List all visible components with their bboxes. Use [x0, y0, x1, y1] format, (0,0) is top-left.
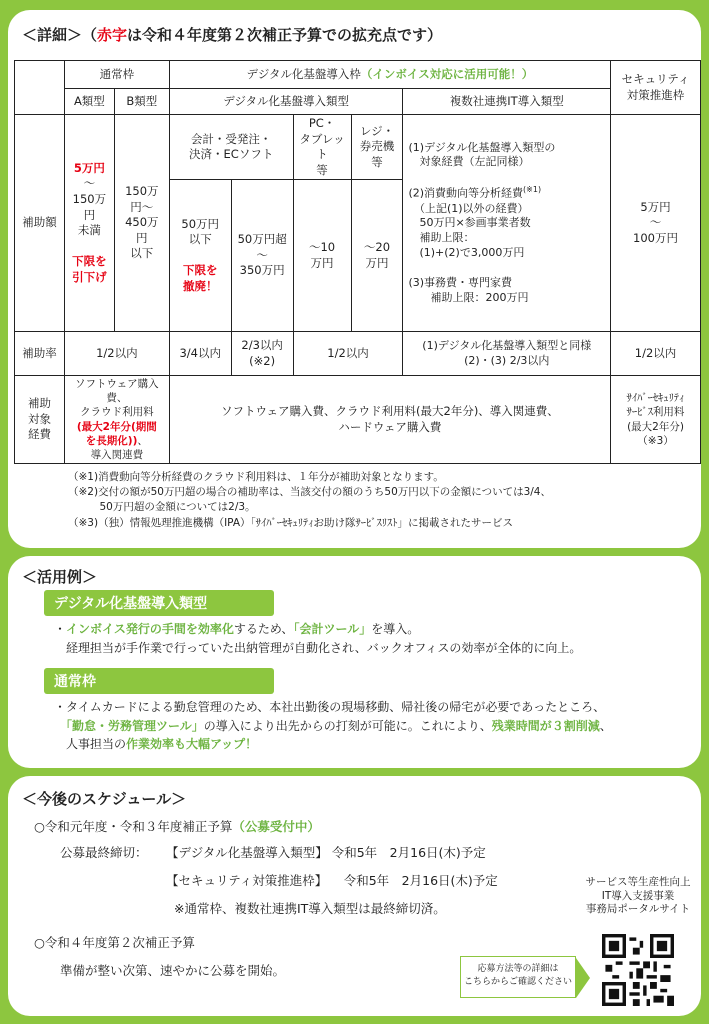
portal-label: サービス等生産性向上 IT導入支援事業 事務局ポータルサイト	[585, 876, 691, 916]
b-amount-cell: 150万 円～ 450万 円 以下	[114, 115, 169, 332]
detail-card	[8, 10, 701, 548]
header-tsujo: 通常枠	[64, 61, 169, 89]
header-digital-type: デジタル化基盤導入類型	[169, 89, 403, 115]
d1-rate-cell: 3/4以内	[169, 332, 231, 376]
usage-digital-text	[54, 620, 581, 657]
header-digital	[169, 61, 610, 89]
tsujo-rate-cell: 1/2以内	[64, 332, 169, 376]
usage-digital-t6: 経理担当が手作業で行っていた出納管理が自動化され、バックオフィスの効率が全体的に向上。	[54, 640, 582, 655]
usage-tsujo-t4: 残業時間が３割削減	[491, 718, 600, 733]
detail-callout: 応募方法等の詳細は こちらからご確認ください	[460, 956, 576, 998]
a-amount-cell	[64, 115, 114, 332]
schedule-deadline-label: 公募最終締切：	[60, 845, 148, 860]
multi-amount-2b: （上記(1)以外の経費） 50万円×参画事業者数 補助上限： (1)+(2)で3,000万円	[419, 201, 531, 260]
schedule-item2-text: 準備が整い次第、速やかに公募を開始。	[60, 963, 286, 978]
usage-tsujo-t5: 、	[599, 718, 612, 733]
usage-tsujo-t1: ・タイムカードによる勤怠管理のため、本社出勤後の現場移動、帰社後の帰宅が必要であったところ、	[54, 700, 606, 714]
multi-amount-3: (3)事務費・専門家費 補助上限：200万円	[408, 275, 529, 304]
sec-amount-cell: 5万円 ～ 100万円	[611, 115, 701, 332]
hw-rate-cell: 1/2以内	[293, 332, 403, 376]
d2-amount-cell: 50万円超 ～ 350万円	[231, 180, 293, 332]
a-amount-range: ～ 150万 円 未満	[72, 176, 107, 238]
usage-tsujo-t3: の導入により出先からの打刻が可能に。これにより、	[203, 718, 492, 733]
header-digital-note: （インボイス対応に活用可能！）	[360, 66, 534, 81]
tsujo-cost-2: 、 導入関連費	[90, 434, 148, 461]
schedule-deadline-2: 【セキュリティ対策推進枠】 令和5年 2月16日(木)予定	[166, 873, 498, 888]
qr-code-icon[interactable]	[602, 934, 674, 1006]
schedule-item1-status: （公募受付中）	[232, 819, 320, 834]
d1-amount-cell	[169, 180, 231, 332]
header-multi-type: 複数社連携IT導入類型	[403, 89, 611, 115]
digital-cost-cell: ソフトウェア購入費、クラウド利用料(最大2年分)、導入関連費、 ハードウェア購入費	[169, 376, 610, 464]
schedule-item1	[34, 818, 320, 836]
a-amount-note: 下限を 引下げ	[72, 254, 107, 284]
note-3: （※3)（独）情報処理推進機構（IPA）「ｻｲﾊﾞｰｾｷｭﾘﾃｨお助け隊ｻｰﾋﾞｽﾘｽﾄ」に掲載されたサービス	[68, 516, 514, 529]
sub-header-kaikei: 会計・受発注・ 決済・ECソフト	[169, 115, 293, 180]
usage-tsujo-t2: 「勤怠・労務管理ツール」	[54, 718, 204, 733]
schedule-closed-note: ※通常枠、複数社連携IT導入類型は最終締切済。	[174, 901, 446, 916]
tsujo-cost-1: ソフトウェア購入費、 クラウド利用料	[75, 378, 159, 419]
multi-rate-cell: (1)デジタル化基盤導入類型と同様 (2)・(3) 2/3以内	[403, 332, 611, 376]
multi-amount-cell	[403, 115, 611, 332]
sub-header-reji: レジ・ 券売機 等	[351, 115, 403, 180]
note-2b: 50万円超の金額については2/3。	[68, 501, 256, 514]
usage-tsujo-text	[54, 698, 612, 754]
schedule-card	[8, 776, 701, 1016]
tsujo-cost-red: (最大2年分(期間 を長期化))	[76, 420, 157, 447]
reji-amount-cell: ～20 万円	[351, 180, 403, 332]
usage-digital-t5: を導入。	[371, 622, 420, 636]
callout-arrow-icon	[576, 958, 590, 998]
row-label-amount: 補助額	[15, 115, 65, 332]
header-a-type: A類型	[64, 89, 114, 115]
schedule-heading: ＜今後のスケジュール＞	[22, 790, 187, 808]
usage-tsujo-t7: 作業効率も大幅アップ！	[126, 737, 258, 752]
detail-notes	[68, 470, 551, 531]
sec-cost-cell: ｻｲﾊﾞｰｾｷｭﾘﾃｨ ｻｰﾋﾞｽ利用料 (最大2年分) （※3）	[611, 376, 701, 464]
usage-digital-t2: インボイス発行の手間を効率化	[66, 622, 234, 636]
d2-rate-cell: 2/3以内 (※2)	[231, 332, 293, 376]
usage-heading: ＜活用例＞	[22, 568, 98, 586]
header-security: セキュリティ 対策推進枠	[611, 61, 701, 115]
schedule-item1-label: ○令和元年度・令和３年度補正予算	[34, 819, 233, 834]
note-1: （※1)消費動向等分析経費のクラウド利用料は、１年分が補助対象となります。	[68, 471, 444, 483]
usage-digital-label: デジタル化基盤導入類型	[44, 590, 274, 616]
header-b-type: B類型	[114, 89, 169, 115]
tsujo-cost-cell	[64, 376, 169, 464]
d1-amount: 50万円 以下	[181, 216, 220, 247]
header-digital-label: デジタル化基盤導入枠	[246, 66, 361, 81]
usage-card	[8, 556, 701, 768]
schedule-item2: ○令和４年度第２次補正予算	[34, 935, 195, 950]
a-amount-min: 5万円	[73, 160, 105, 175]
multi-amount-2-sup: (※1)	[523, 185, 542, 195]
usage-digital-t3: するため、	[233, 622, 294, 636]
corner-cell	[15, 61, 65, 115]
pc-amount-cell: ～10 万円	[293, 180, 351, 332]
detail-heading-suffix: は令和４年度第２次補正予算での拡充点です）	[127, 26, 443, 44]
row-label-rate: 補助率	[15, 332, 65, 376]
usage-digital-t1: ・	[54, 622, 67, 636]
subsidy-table	[14, 60, 701, 464]
multi-amount-1: (1)デジタル化基盤導入類型の 対象経費（左記同様）	[408, 140, 556, 169]
sub-header-pc: PC・ タブレット 等	[293, 115, 351, 180]
detail-heading-red: 赤字	[97, 26, 128, 44]
usage-tsujo-t6: 人事担当の	[54, 737, 127, 752]
usage-digital-t4: 「会計ツール」	[293, 622, 372, 636]
note-2: （※2)交付の額が50万円超の場合の補助率は、当該交付の額のうち50万円以下の金額については3/4、	[68, 486, 551, 499]
multi-amount-2: (2)消費動向等分析経費	[408, 186, 524, 200]
d1-note: 下限を 撤廃！	[182, 263, 218, 293]
row-label-cost: 補助 対象 経費	[15, 376, 65, 464]
usage-tsujo-label: 通常枠	[44, 668, 274, 694]
sec-rate-cell: 1/2以内	[611, 332, 701, 376]
schedule-deadline-1: 【デジタル化基盤導入類型】 令和5年 2月16日(木)予定	[166, 845, 486, 860]
detail-heading	[22, 24, 442, 45]
detail-heading-prefix: ＜詳細＞（	[22, 26, 98, 44]
